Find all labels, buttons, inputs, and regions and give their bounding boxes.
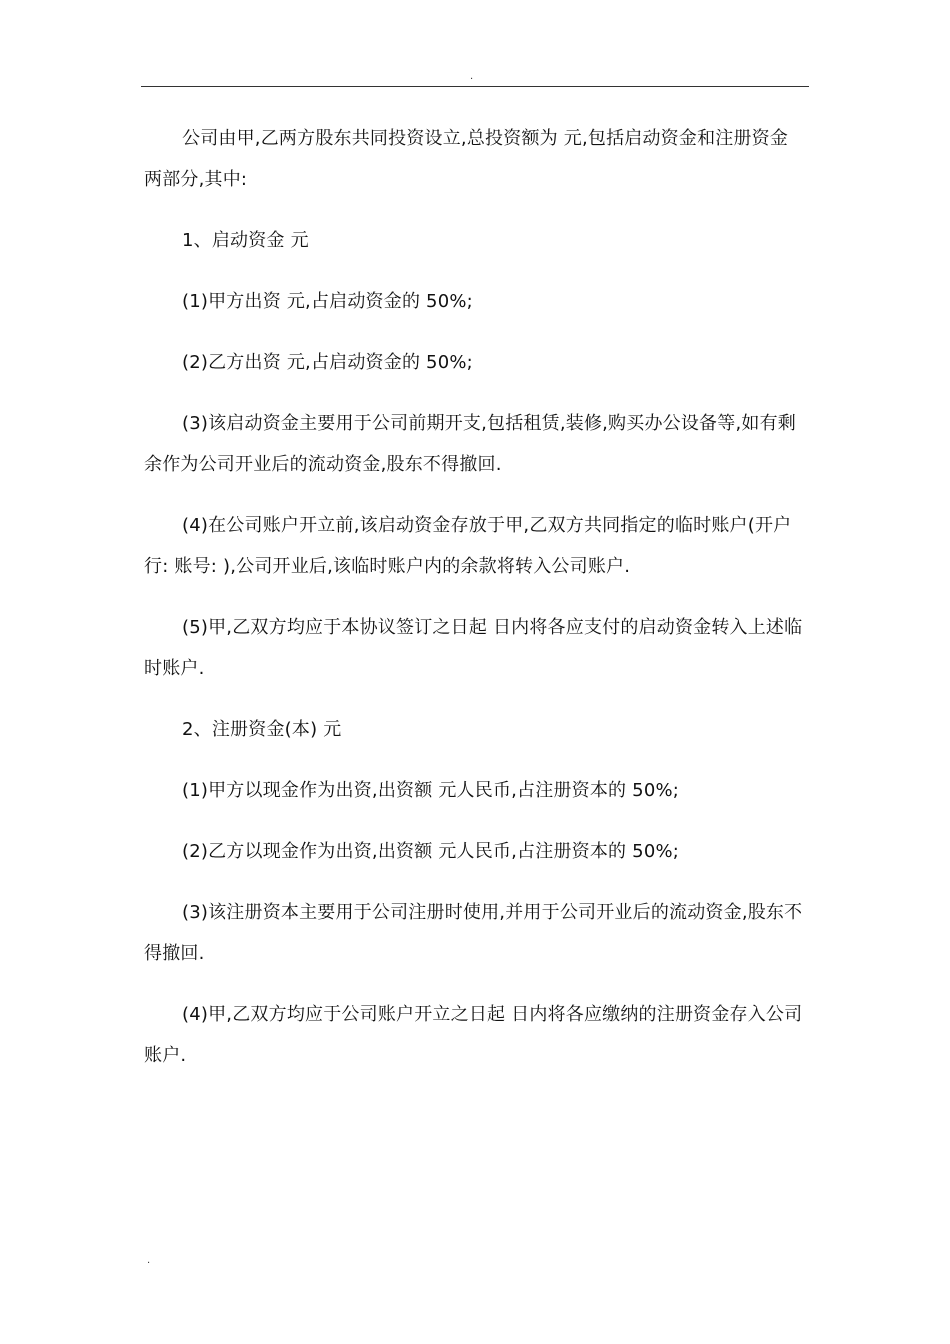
header-dot: . bbox=[470, 71, 474, 82]
startup-clause-2: (2)乙方出资 元,占启动资金的 50%; bbox=[182, 352, 473, 373]
header-rule bbox=[141, 86, 809, 87]
footer-dot: . bbox=[147, 1255, 151, 1266]
registered-clause-4: (4)甲,乙双方均应于公司账户开立之日起 日内将各应缴纳的注册资金存入公司账户. bbox=[144, 1004, 803, 1066]
document-body bbox=[144, 118, 804, 1096]
startup-capital-heading: 1、启动资金 元 bbox=[182, 230, 309, 251]
registered-clause-1: (1)甲方以现金作为出资,出资额 元人民币,占注册资本的 50%; bbox=[182, 780, 680, 801]
startup-clause-4: (4)在公司账户开立前,该启动资金存放于甲,乙双方共同指定的临时账户(开户行: 账号: ),公司开业后,该临时账户内的余款将转入公司账户. bbox=[144, 515, 792, 577]
intro-paragraph: 公司由甲,乙两方股东共同投资设立,总投资额为 元,包括启动资金和注册资金两部分,其中: bbox=[144, 128, 789, 190]
startup-clause-1: (1)甲方出资 元,占启动资金的 50%; bbox=[182, 291, 473, 312]
startup-clause-3: (3)该启动资金主要用于公司前期开支,包括租赁,装修,购买办公设备等,如有剩余作为公司开业后的流动资金,股东不得撤回. bbox=[144, 413, 796, 475]
startup-clause-5: (5)甲,乙双方均应于本协议签订之日起 日内将各应支付的启动资金转入上述临时账户. bbox=[144, 617, 803, 679]
registered-clause-3: (3)该注册资本主要用于公司注册时使用,并用于公司开业后的流动资金,股东不得撤回. bbox=[144, 902, 803, 964]
registered-capital-heading: 2、注册资金(本) 元 bbox=[182, 719, 342, 740]
registered-clause-2: (2)乙方以现金作为出资,出资额 元人民币,占注册资本的 50%; bbox=[182, 841, 680, 862]
